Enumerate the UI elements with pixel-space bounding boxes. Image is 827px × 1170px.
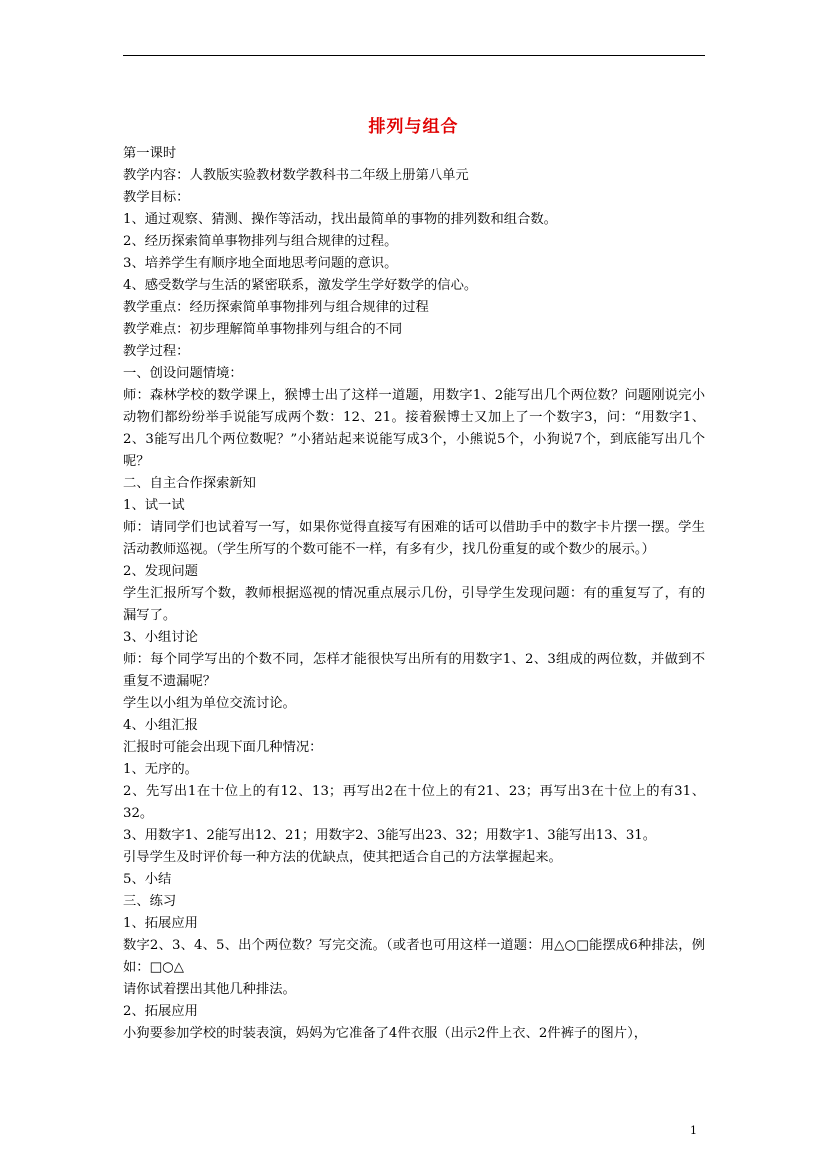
paragraph: 学生以小组为单位交流讨论。 bbox=[123, 696, 296, 711]
paragraph: 1、试一试 bbox=[123, 498, 185, 513]
paragraph: 二、自主合作探索新知 bbox=[123, 476, 256, 491]
paragraph: 一、创设问题情境： bbox=[123, 366, 243, 381]
paragraph: 5、小结 bbox=[123, 872, 172, 887]
paragraph: 学生汇报所写个数，教师根据巡视的情况重点展示几份，引导学生发现问题：有的重复写了，有的漏写了。 bbox=[123, 586, 705, 623]
paragraph: 1、无序的。 bbox=[123, 762, 198, 777]
paragraph: 3、培养学生有顺序地全面地思考问题的意识。 bbox=[123, 256, 398, 271]
paragraph: 4、感受数学与生活的紧密联系，激发学生学好数学的信心。 bbox=[123, 278, 478, 293]
paragraph: 1、通过观察、猜测、操作等活动，找出最简单的事物的排列数和组合数。 bbox=[123, 212, 557, 227]
paragraph: 4、小组汇报 bbox=[123, 718, 198, 733]
paragraph: 教学过程： bbox=[123, 344, 190, 359]
paragraph: 2、先写出1在十位上的有12、13；再写出2在十位上的有21、23；再写出3在十位上的有31、32。 bbox=[123, 784, 705, 821]
paragraph: 师：请同学们也试着写一写，如果你觉得直接写有困难的话可以借助手中的数字卡片摆一摆。学生活动教师巡视。（学生所写的个数可能不一样，有多有少，找几份重复的或个数少的展示。） bbox=[123, 520, 705, 557]
document-body bbox=[123, 143, 705, 1045]
paragraph: 汇报时可能会出现下面几种情况： bbox=[123, 740, 323, 755]
paragraph: 2、经历探索简单事物排列与组合规律的过程。 bbox=[123, 234, 398, 249]
paragraph: 教学重点：经历探索简单事物排列与组合规律的过程 bbox=[123, 300, 429, 315]
paragraph: 3、用数字1、2能写出12、21；用数字2、3能写出23、32；用数字1、3能写出13、31。 bbox=[123, 828, 657, 843]
paragraph: 2、拓展应用 bbox=[123, 1004, 198, 1019]
paragraph: 教学内容：人教版实验教材数学教科书二年级上册第八单元 bbox=[123, 168, 469, 183]
paragraph: 师：每个同学写出的个数不同，怎样才能很快写出所有的用数字1、2、3组成的两位数，并做到不重复不遗漏呢？ bbox=[123, 652, 705, 689]
paragraph: 3、小组讨论 bbox=[123, 630, 198, 645]
paragraph: 数字2、3、4、5、出个两位数？写完交流。（或者也可用这样一道题：用△○□能摆成6种排法，例如：□○△ bbox=[123, 938, 705, 975]
paragraph: 教学目标： bbox=[123, 190, 190, 205]
paragraph: 第一课时 bbox=[123, 146, 177, 161]
page-number: 1 bbox=[690, 1124, 697, 1137]
paragraph: 1、拓展应用 bbox=[123, 916, 198, 931]
paragraph: 三、练习 bbox=[123, 894, 177, 909]
header-rule bbox=[123, 55, 705, 56]
paragraph: 请你试着摆出其他几种排法。 bbox=[123, 982, 296, 997]
paragraph: 引导学生及时评价每一种方法的优缺点，使其把适合自己的方法掌握起来。 bbox=[123, 850, 562, 865]
paragraph: 小狗要参加学校的时装表演，妈妈为它准备了4件衣服（出示2件上衣、2件裤子的图片）， bbox=[123, 1026, 648, 1041]
paragraph: 2、发现问题 bbox=[123, 564, 198, 579]
paragraph: 师：森林学校的数学课上，猴博士出了这样一道题，用数字1、2能写出几个两位数？问题刚说完小动物们都纷纷举手说能写成两个数：12、21。接着猴博士又加上了一个数字3，问：“用数字1、2、3能写出几个两位数呢？”小猪站起来说能写成3个，小熊说5个，小狗说7个，到底能写出几个呢？ bbox=[123, 388, 705, 469]
page-title: 排列与组合 bbox=[368, 117, 459, 137]
paragraph: 教学难点：初步理解简单事物排列与组合的不同 bbox=[123, 322, 403, 337]
